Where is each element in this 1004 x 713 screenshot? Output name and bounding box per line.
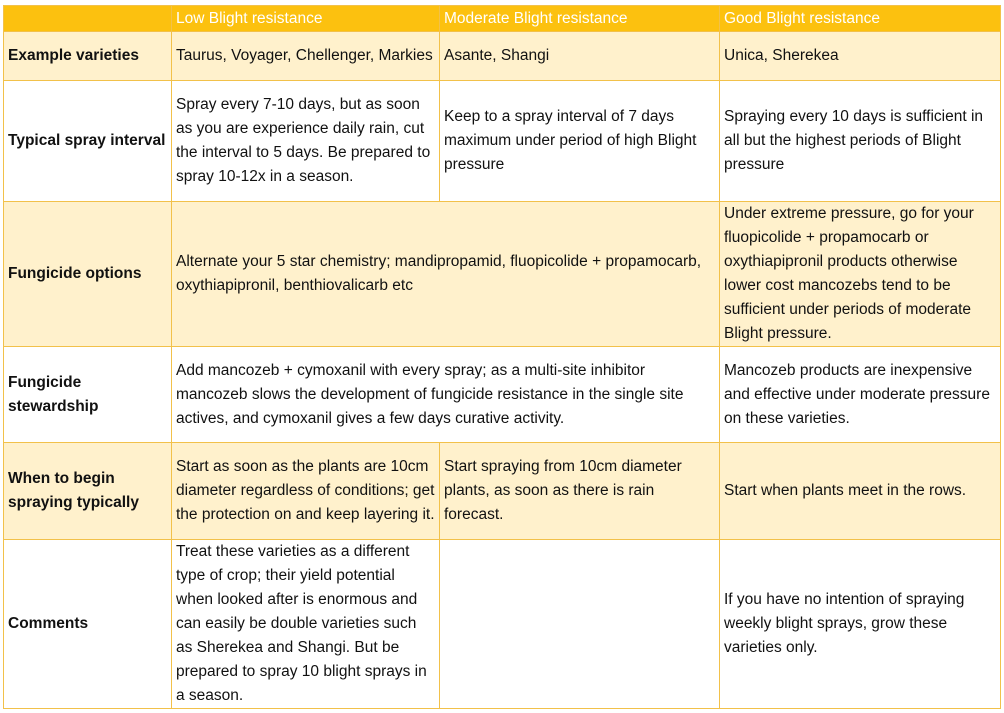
- cell-good: If you have no intention of spraying weekly blight sprays, grow these varieties only.: [720, 540, 1001, 709]
- cell-moderate: Asante, Shangi: [440, 32, 720, 81]
- cell-low-moderate: Alternate your 5 star chemistry; mandipropamid, fluopicolide + propamocarb, oxythiapipronil, benthiovalicarb etc: [172, 202, 720, 347]
- cell-moderate: Start spraying from 10cm diameter plants, as soon as there is rain forecast.: [440, 443, 720, 540]
- header-corner: [4, 6, 172, 32]
- cell-low: Spray every 7-10 days, but as soon as you are experience daily rain, cut the interval to 5 days. Be prepared to spray 10-12x in a season.: [172, 81, 440, 202]
- row-label: Fungicide stewardship: [4, 347, 172, 443]
- row-label: When to begin spraying typically: [4, 443, 172, 540]
- blight-spray-table: [3, 5, 1001, 709]
- header-low-resistance: Low Blight resistance: [172, 6, 440, 32]
- row-fungicide-options: [4, 202, 1001, 347]
- cell-moderate: [440, 540, 720, 709]
- row-fungicide-stewardship: [4, 347, 1001, 443]
- row-when-to-begin: [4, 443, 1001, 540]
- header-good-resistance: Good Blight resistance: [720, 6, 1001, 32]
- cell-low-moderate: Add mancozeb + cymoxanil with every spray; as a multi-site inhibitor mancozeb slows the development of fungicide resistance in the single site actives, and cymoxanil gives a few days curative activity.: [172, 347, 720, 443]
- header-moderate-resistance: Moderate Blight resistance: [440, 6, 720, 32]
- row-comments: [4, 540, 1001, 709]
- cell-good: Unica, Sherekea: [720, 32, 1001, 81]
- cell-good: Start when plants meet in the rows.: [720, 443, 1001, 540]
- row-label: Typical spray interval: [4, 81, 172, 202]
- cell-good: Under extreme pressure, go for your fluopicolide + propamocarb or oxythiapipronil products otherwise lower cost mancozebs tend to be sufficient under periods of moderate Blight pressure.: [720, 202, 1001, 347]
- cell-good: Spraying every 10 days is sufficient in all but the highest periods of Blight pressure: [720, 81, 1001, 202]
- row-typical-spray-interval: [4, 81, 1001, 202]
- cell-good: Mancozeb products are inexpensive and effective under moderate pressure on these varieties.: [720, 347, 1001, 443]
- header-row: [4, 6, 1001, 32]
- row-label: Example varieties: [4, 32, 172, 81]
- cell-low: Start as soon as the plants are 10cm diameter regardless of conditions; get the protection on and keep layering it.: [172, 443, 440, 540]
- cell-moderate: Keep to a spray interval of 7 days maximum under period of high Blight pressure: [440, 81, 720, 202]
- cell-low: Treat these varieties as a different type of crop; their yield potential when looked after is enormous and can easily be double varieties such as Sherekea and Shangi. But be prepared to spray 10 blight sprays in a season.: [172, 540, 440, 709]
- row-example-varieties: [4, 32, 1001, 81]
- cell-low: Taurus, Voyager, Chellenger, Markies: [172, 32, 440, 81]
- row-label: Fungicide options: [4, 202, 172, 347]
- row-label: Comments: [4, 540, 172, 709]
